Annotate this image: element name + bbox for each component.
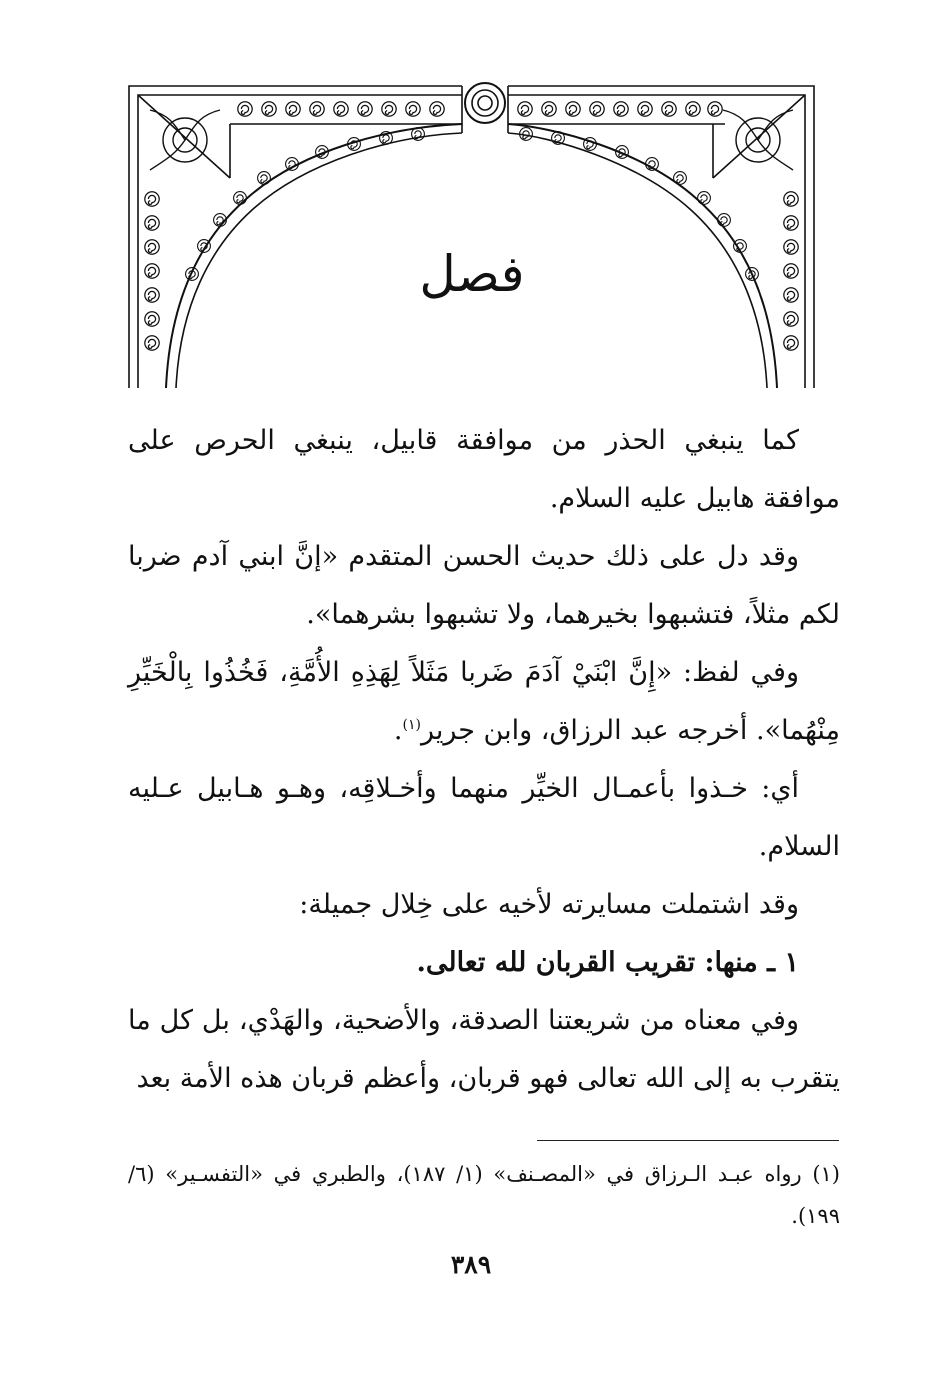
paragraph-4: أي: خـذوا بأعمـال الخيِّر منهما وأخـلاقِه، وهـو هـابيل عـليه السلام.	[128, 773, 840, 862]
footnote-reference: (١)	[402, 717, 421, 733]
paragraph-3	[128, 644, 840, 760]
ornamental-header-frame	[0, 0, 943, 400]
page-number: ٣٨٩	[450, 1250, 492, 1279]
section-heading: ١ ـ منها: تقريب القربان لله تعالى.	[416, 947, 799, 978]
paragraph-3-text: وفي لفظ: «إِنَّ ابْنَيْ آدَمَ ضَربا مَثَلاً لِهَذِهِ الأُمَّةِ، فَخُذُوا بِالْخَيِّرِ مِنْهُما». أخرجه عبد الرزاق، وابن جرير	[128, 657, 840, 746]
paragraph-2: وقد دل على ذلك حديث الحسن المتقدم «إنَّ ابني آدم ضربا لكم مثلاً، فتشبهوا بخيرهما، ولا تشبهوا بشرهما».	[128, 541, 840, 630]
paragraph-6: وفي معناه من شريعتنا الصدقة، والأضحية، والهَدْي، بل كل ما يتقرب به إلى الله تعالى فهو قربان، وأعظم قربان هذه الأمة بعد	[128, 1005, 840, 1094]
paragraph-1: كما ينبغي الحذر من موافقة قابيل، ينبغي الحرص على موافقة هابيل عليه السلام.	[128, 425, 840, 514]
chapter-title: فصل	[419, 245, 525, 303]
footnote: (١) رواه عبـد الـرزاق في «المصـنف» (١/ ١٨٧)، والطبري في «التفسـير» (٦/ ١٩٩).	[128, 1162, 840, 1228]
paragraph-5: وقد اشتملت مسايرته لأخيه على خِلال جميلة:	[299, 889, 799, 920]
main-text	[128, 412, 840, 1108]
footnote-divider	[537, 1140, 839, 1141]
paragraph-3-end: .	[393, 715, 403, 746]
